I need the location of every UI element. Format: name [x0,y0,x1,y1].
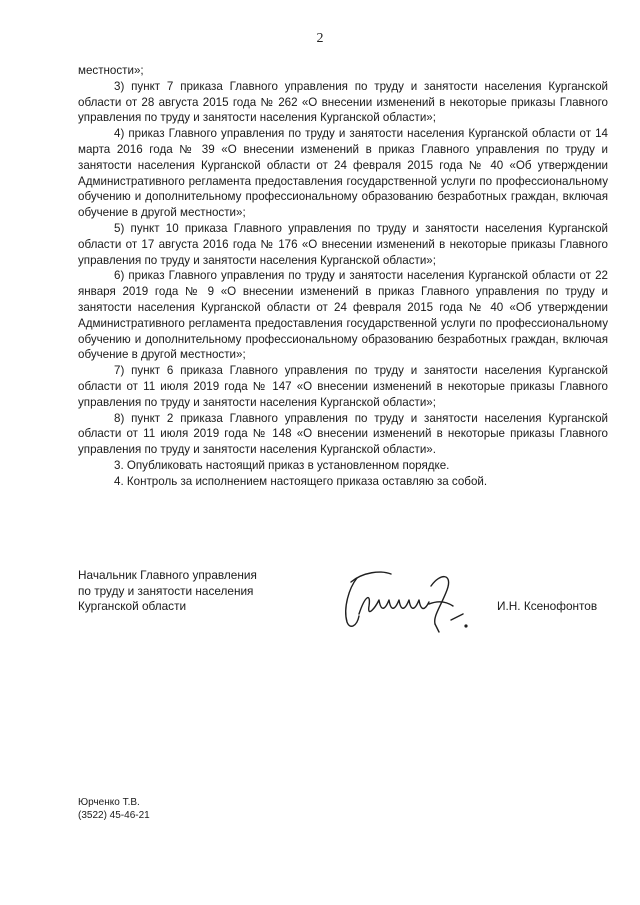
page-number: 2 [316,31,324,46]
handwritten-signature [335,566,475,638]
signer-name: И.Н. Ксенофонтов [497,599,598,613]
list-item-5: 5) пункт 10 приказа Главного управления по труду и занятости населения Курганской области от 17 августа 2016 года № 176 «О внесении изменений в некоторые приказы Главного управления по труду и занятости населения Курганской области»; [78,221,608,267]
executor-info [78,796,150,822]
clause-4-control: 4. Контроль за исполнением настоящего приказа оставляю за собой. [114,474,488,488]
paragraph-continuation: местности»; [78,64,144,77]
executor-name: Юрченко Т.В. [78,797,140,808]
list-item-4: 4) приказ Главного управления по труду и занятости населения Курганской области от 14 марта 2016 года № 39 «О внесении изменений в приказ Главного управления по труду и занятости населения Курганской области от 24 февраля 2015 года № 40 «Об утверждении Административного регламента предоставления государственной услуги по профессиональному обучению и дополнительному профессиональному образованию безработных граждан, включая обучение в другой местности»; [78,127,608,220]
signatory-title-line: по труду и занятости населения [78,583,254,598]
list-item-6: 6) приказ Главного управления по труду и занятости населения Курганской области от 22 января 2019 года № 9 «О внесении изменений в приказ Главного управления по труду и занятости населения Курганской области от 24 февраля 2015 года № 40 «Об утверждении Административного регламента предоставления государственной услуги по профессиональному обучению и дополнительному профессиональному образованию безработных граждан, включая обучение в другой местности»; [78,269,608,362]
executor-phone: (3522) 45-46-21 [78,810,150,821]
list-item-8: 8) пункт 2 приказа Главного управления по труду и занятости населения Курганской области от 11 июля 2019 года № 148 «О внесении изменений в некоторые приказы Главного управления по труду и занятости населения Курганской области». [78,411,608,457]
document-body [78,63,608,490]
signatory-title [78,568,308,615]
clause-3-publish: 3. Опубликовать настоящий приказ в установленном порядке. [114,458,450,472]
list-item-3: 3) пункт 7 приказа Главного управления по труду и занятости населения Курганской области от 28 августа 2015 года № 262 «О внесении изменений в некоторые приказы Главного управления по труду и занятости населения Курганской области»; [78,79,608,125]
signatory-title-line: Начальник Главного управления [78,568,257,582]
list-item-7: 7) пункт 6 приказа Главного управления по труду и занятости населения Курганской области от 11 июля 2019 года № 147 «О внесении изменений в некоторые приказы Главного управления по труду и занятости населения Курганской области»; [78,364,608,409]
signatory-title-line: Курганской области [78,599,187,613]
